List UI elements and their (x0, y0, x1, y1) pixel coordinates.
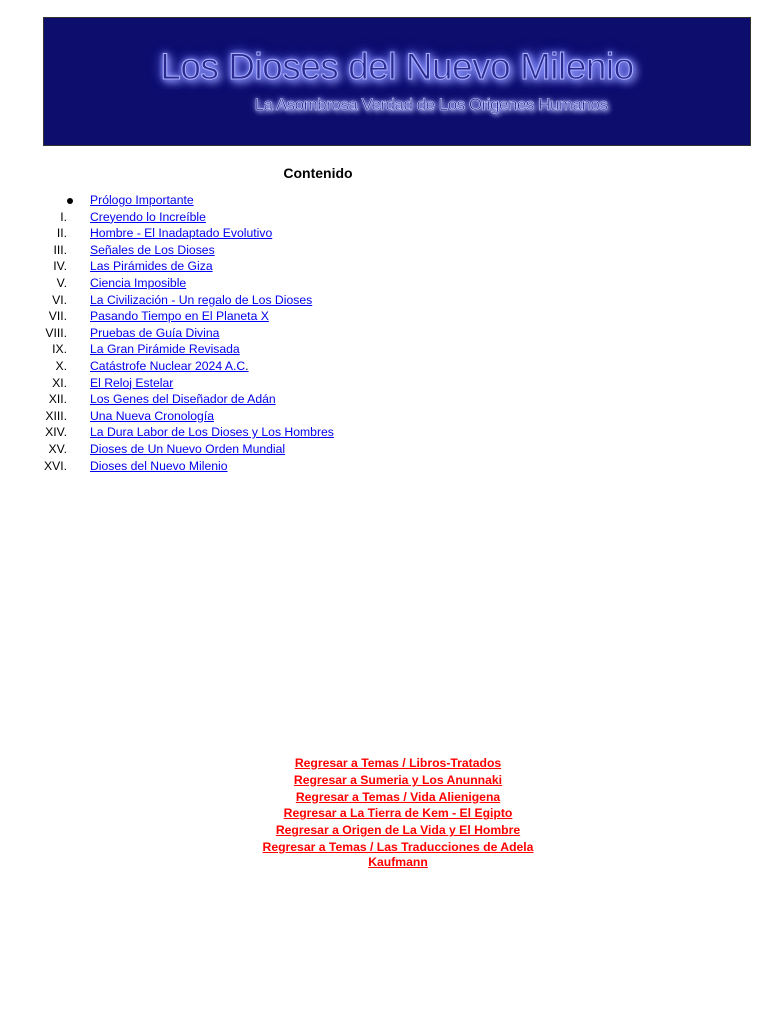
toc-marker: XIII. (45, 408, 67, 423)
toc-link-2[interactable]: Hombre - El Inadaptado Evolutivo (90, 226, 273, 241)
toc-marker: XII. (48, 392, 67, 407)
toc-link-13[interactable]: Una Nueva Cronología (90, 408, 214, 423)
toc-link-6[interactable]: La Civilización - Un regalo de Los Dioses (90, 292, 313, 307)
bullet-icon (67, 198, 73, 204)
back-link-tierra-kem[interactable]: Regresar a La Tierra de Kem - El Egipto (283, 806, 513, 821)
contents-heading: Contenido (283, 165, 353, 181)
toc-link-12[interactable]: Los Genes del Diseñador de Adán (90, 392, 276, 407)
toc-marker: XIV. (45, 425, 67, 440)
back-link-vida-alienigena[interactable]: Regresar a Temas / Vida Alienigena (295, 789, 501, 804)
toc-link-10[interactable]: Catástrofe Nuclear 2024 A.C. (90, 358, 249, 373)
toc-link-11[interactable]: El Reloj Estelar (90, 375, 174, 390)
toc-marker: I. (60, 209, 67, 224)
toc-marker: III. (53, 242, 67, 257)
back-link-origen-vida[interactable]: Regresar a Origen de La Vida y El Hombre (275, 823, 521, 838)
toc-link-8[interactable]: Pruebas de Guía Divina (90, 325, 220, 340)
toc-link-15[interactable]: Dioses de Un Nuevo Orden Mundial (90, 441, 286, 456)
toc-marker: XVI. (43, 458, 67, 473)
back-link-temas-libros[interactable]: Regresar a Temas / Libros-Tratados (294, 756, 502, 770)
header-banner (43, 17, 751, 146)
toc-marker: VIII. (45, 325, 67, 340)
toc-marker: IV. (53, 259, 67, 274)
toc-suffix: . (245, 358, 249, 373)
banner-subtitle: La Asombrosa Verdad de Los Origenes Humanos (254, 95, 608, 114)
toc-link-prologo[interactable]: Prólogo Importante (90, 193, 194, 207)
back-links (248, 756, 548, 872)
toc-link-3[interactable]: Señales de Los Dioses (90, 242, 215, 257)
toc-link-4[interactable]: Las Pirámides de Giza (90, 259, 213, 274)
toc-link-5[interactable]: Ciencia Imposible (90, 275, 187, 290)
back-link-traducciones[interactable]: Regresar a Temas / Las Traducciones de Adela Kaufmann (262, 839, 534, 870)
toc-marker: II. (56, 226, 67, 241)
toc-marker: V. (56, 275, 67, 290)
toc-marker: XI. (52, 375, 67, 390)
toc-link-14[interactable]: La Dura Labor de Los Dioses y Los Hombres (90, 425, 334, 440)
toc-marker: VI. (52, 292, 67, 307)
toc-marker: VII. (48, 309, 67, 324)
toc-marker: IX. (52, 342, 67, 357)
toc-link-16[interactable]: Dioses del Nuevo Milenio (90, 458, 228, 473)
toc-link-7[interactable]: Pasando Tiempo en El Planeta X (90, 309, 269, 324)
toc-marker: X. (55, 358, 67, 373)
toc-link-1[interactable]: Creyendo lo Increíble (90, 209, 206, 224)
back-link-sumeria[interactable]: Regresar a Sumeria y Los Anunnaki (293, 772, 503, 787)
toc-marker: XV. (48, 441, 67, 456)
toc-link-9[interactable]: La Gran Pirámide Revisada (90, 342, 240, 357)
banner-title: Los Dioses del Nuevo Milenio (160, 46, 634, 87)
